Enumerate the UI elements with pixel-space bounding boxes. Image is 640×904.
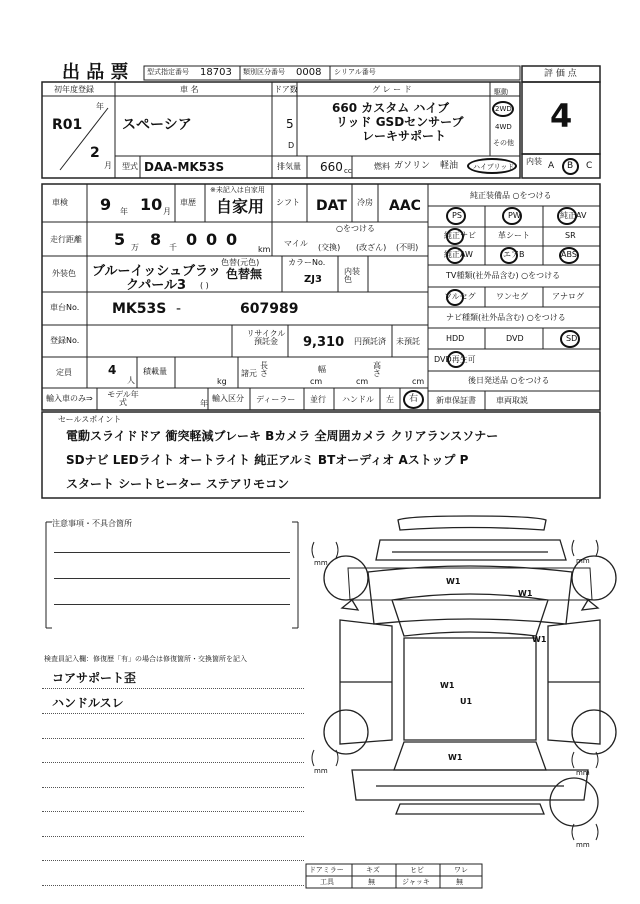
mileage-km: km (258, 245, 271, 254)
mileage-man: 万 (131, 243, 139, 252)
fuel-hybrid: ハイブリッド (473, 163, 515, 171)
recycle-paid: 円預託済 (354, 337, 386, 346)
equip-aw: 純正AW (444, 250, 473, 259)
footer-scratch-label: キズ (366, 866, 380, 874)
later-title: 後日発送品 ○をつける (468, 376, 550, 385)
equip-navi: 純正ナビ (444, 231, 476, 240)
footer-tool-value: 無 (368, 878, 375, 886)
mm-label-spare: mm (576, 841, 590, 849)
equip-abs: ABS (561, 250, 577, 259)
cc-label: 排気量 (277, 162, 301, 171)
equip-navi-circle (446, 228, 464, 245)
ac-value: AAC (389, 198, 421, 214)
first-reg-month: 2 (90, 145, 100, 161)
drive-other: その他 (493, 139, 514, 147)
navi-sd: SD (566, 334, 578, 343)
damage-mark-roof-u: U1 (460, 697, 473, 706)
mileage-sen: 千 (169, 243, 177, 252)
equip-ps-circle (446, 207, 466, 225)
mileage-digit-3: 0 (186, 230, 198, 249)
tv-title: TV種類(社外品含む) ○をつける (446, 271, 561, 280)
height-cm: cm (412, 377, 425, 386)
inspector-dotted-line (42, 713, 304, 714)
equip-av: 純正AV (560, 211, 587, 220)
recycle-unpaid: 未預託 (396, 337, 420, 346)
mileage-label: 走行距離 (50, 235, 82, 244)
width-label: 幅 (318, 365, 326, 374)
inspector-dotted-line (42, 762, 304, 763)
caution-line (54, 604, 290, 605)
import-label: 輸入車のみ⇒ (46, 394, 93, 403)
equip-ps: PS (452, 211, 462, 220)
doors-value: 5 (286, 117, 294, 131)
load-label: 積載量 (143, 367, 167, 376)
repaint-value: 色替無 (226, 267, 263, 281)
repaint-label: 色替(元色) (221, 258, 260, 267)
mm-label-front-right: mm (576, 557, 590, 565)
inspector-dotted-line (42, 836, 304, 837)
navi-hdd: HDD (446, 334, 465, 343)
chassis-dash: - (176, 301, 182, 317)
chassis-no: 607989 (240, 301, 299, 317)
equip-av-circle (557, 207, 577, 225)
model-cert-no: 18703 (200, 67, 232, 78)
doors-label: ドア数 (274, 85, 298, 94)
mileage-digit-5: 0 (226, 230, 238, 249)
capacity-unit: 人 (127, 376, 135, 385)
cc-unit: cc (344, 167, 352, 175)
interior-a: A (548, 161, 555, 171)
interior-color-label: 内装色 (344, 267, 360, 284)
color-no: ZJ3 (304, 274, 322, 285)
model-year-unit: 年 (200, 399, 208, 408)
form-title: 出 品 票 (62, 62, 129, 83)
inspector-line-2: ハンドルスレ (52, 696, 124, 710)
door-suffix: D (288, 141, 295, 150)
dims-label: 諸元 (241, 369, 257, 378)
mileage-unknown: (不明) (396, 243, 419, 252)
equip-airbag-circle (500, 247, 518, 264)
mile-label: マイル (284, 239, 308, 248)
capacity-label: 定員 (56, 368, 72, 377)
footer-crack-label: ヒビ (410, 866, 424, 874)
footer-tool-label: 工具 (320, 878, 334, 886)
cc-value: 660 (320, 160, 343, 174)
shaken-month-unit: 月 (163, 207, 171, 216)
model-year-label: モデル年式 (107, 390, 139, 407)
first-reg-era: R01 (52, 117, 83, 133)
drive-2wd-circle (492, 101, 514, 117)
color-line2: クパール3 (126, 278, 187, 293)
dvd-playback: DVD再生可 (434, 355, 476, 364)
repaint-paren: ( ) (200, 281, 209, 290)
equip-airbag: エアB (503, 250, 525, 259)
handle-right: 右 (409, 394, 419, 404)
width-cm: cm (356, 377, 369, 386)
sales-label: セールスポイント (58, 415, 122, 424)
year-suffix: 年 (96, 102, 104, 111)
month-suffix: 月 (104, 161, 112, 170)
sales-line-2: SDナビ LEDライト オートライト 純正アルミ BTオーディオ Aストップ P (66, 453, 469, 467)
grade-label: グ レ ー ド (372, 85, 412, 94)
handle-right-circle (403, 390, 424, 409)
shift-value: DAT (316, 198, 347, 214)
mileage-digit-2: 8 (150, 230, 162, 249)
inspector-dotted-line (42, 787, 304, 788)
chassis-model: MK53S (112, 301, 167, 317)
car-name: スペーシア (122, 117, 192, 133)
interior-b-circle (562, 158, 579, 175)
color-no-label: カラーNo. (288, 258, 326, 267)
damage-mark-roof: W1 (440, 681, 455, 690)
footer-break-label: ワレ (454, 866, 468, 874)
grade-line1: 660 カスタム ハイブ (332, 101, 450, 115)
footer-jack-label: ジャッキ (402, 878, 430, 886)
inspector-line-1: コアサポート歪 (52, 671, 137, 685)
mm-label-rear-right: mm (576, 769, 590, 777)
inspector-dotted-line (42, 885, 304, 886)
eval-score: 4 (550, 97, 573, 135)
chassis-label: 車台No. (50, 303, 80, 312)
capacity-value: 4 (108, 363, 117, 377)
mileage-modified: (改ざん) (356, 243, 387, 252)
tv-fullseg: フルセグ (444, 292, 476, 301)
handle-label: ハンドル (342, 395, 374, 404)
shaken-year: 9 (100, 195, 112, 214)
equip-abs-circle (559, 247, 579, 264)
tv-fullseg-circle (446, 289, 464, 306)
sales-line-3: スタート シートヒーター ステアリモコン (66, 477, 290, 491)
recycle-label: リサイクル預託金 (246, 329, 286, 346)
equip-leather: 革シート (498, 231, 530, 240)
drive-2wd: 2WD (495, 105, 512, 113)
later-warranty: 新車保証書 (436, 396, 476, 405)
interior-b: B (567, 161, 574, 171)
later-manual: 車両取説 (496, 396, 528, 405)
import-class-label: 輸入区分 (212, 394, 244, 403)
fuel-gasoline: ガソリン (394, 161, 431, 171)
tv-oneseg: ワンセグ (496, 292, 528, 301)
class-label: 類別区分番号 (243, 68, 285, 76)
mileage-exchange: (交換) (318, 243, 341, 252)
footer-jack-value: 無 (456, 878, 463, 886)
mark-label: ○をつける (336, 224, 375, 233)
history-value: 自家用 (216, 197, 265, 216)
caution-line (54, 578, 290, 579)
sales-line-1: 電動スライドドア 衝突軽減ブレーキ Bカメラ 全周囲カメラ クリアランスソナー (66, 429, 499, 443)
eval-label: 評 価 点 (544, 69, 577, 79)
mileage-digit-4: 0 (206, 230, 218, 249)
caution-label: 注意事項・不具合箇所 (52, 519, 132, 528)
serial-label: シリアル番号 (334, 68, 376, 76)
equip-pw: PW (508, 211, 521, 220)
dvd-playback-circle (447, 351, 465, 368)
history-note: ※未記入は自家用 (210, 186, 265, 194)
inspector-dotted-line (42, 688, 304, 689)
class-no: 0008 (296, 67, 322, 78)
length-cm: cm (310, 377, 323, 386)
interior-c: C (586, 161, 593, 171)
damage-mark-right-front: W1 (518, 589, 533, 598)
interior-label: 内装 (526, 157, 542, 166)
car-name-label: 車 名 (180, 85, 199, 94)
fuel-diesel: 軽油 (440, 161, 459, 171)
equip-aw-circle (446, 247, 464, 264)
model-value: DAA-MK53S (144, 160, 225, 174)
length-label: 長さ (260, 361, 268, 378)
equipment-title: 純正装備品 ○をつける (470, 191, 552, 200)
model-label: 型式 (122, 162, 138, 171)
shaken-label: 車検 (52, 198, 68, 207)
recycle-amount: 9,310 (303, 335, 345, 350)
shaken-year-unit: 年 (120, 207, 128, 216)
inspector-label: 検査員記入欄：修復歴「有」の場合は修復箇所・交換箇所を記入 (44, 655, 247, 663)
fuel-hybrid-circle (467, 158, 517, 174)
history-label: 車歴 (180, 198, 196, 207)
inspector-dotted-line (42, 860, 304, 861)
navi-dvd: DVD (506, 334, 524, 343)
reg-label: 登録No. (50, 336, 80, 345)
color-label: 外装色 (52, 269, 76, 278)
equip-sr: SR (565, 231, 576, 240)
model-cert-label: 型式指定番号 (147, 68, 189, 76)
mm-label-front-left: mm (314, 559, 328, 567)
shaken-month: 10 (140, 195, 163, 214)
import-dealer: ディーラー (256, 395, 296, 404)
equip-pw-circle (502, 207, 522, 225)
caution-line (54, 552, 290, 553)
fuel-label: 燃料 (374, 162, 390, 171)
import-parallel: 並行 (310, 395, 326, 404)
shift-label: シフト (276, 198, 300, 207)
drive-4wd: 4WD (495, 123, 512, 131)
damage-mark-hood: W1 (446, 577, 461, 586)
ac-label: 冷房 (357, 198, 373, 207)
first-reg-label: 初年度登録 (54, 85, 94, 94)
damage-mark-rear: W1 (448, 753, 463, 762)
navi-sd-circle (560, 330, 580, 348)
grade-line2: リッド GSDセンサーブ (336, 115, 464, 129)
color-line1: ブルーイッシュブラッ (92, 264, 221, 279)
grade-line3: レーキサポート (362, 129, 447, 143)
inspector-dotted-line (42, 738, 304, 739)
drive-label: 駆動 (494, 88, 508, 96)
damage-mark-right-door: W1 (532, 635, 547, 644)
mileage-digit-1: 5 (114, 230, 126, 249)
tv-analog: アナログ (552, 292, 584, 301)
footer-mirror-label: ドアミラー (309, 866, 344, 874)
load-unit: kg (217, 377, 227, 386)
handle-left: 左 (386, 395, 394, 404)
height-label: 高さ (373, 361, 381, 378)
inspector-dotted-line (42, 811, 304, 812)
navi-title: ナビ種類(社外品含む) ○をつける (446, 313, 566, 322)
mm-label-rear-left: mm (314, 767, 328, 775)
